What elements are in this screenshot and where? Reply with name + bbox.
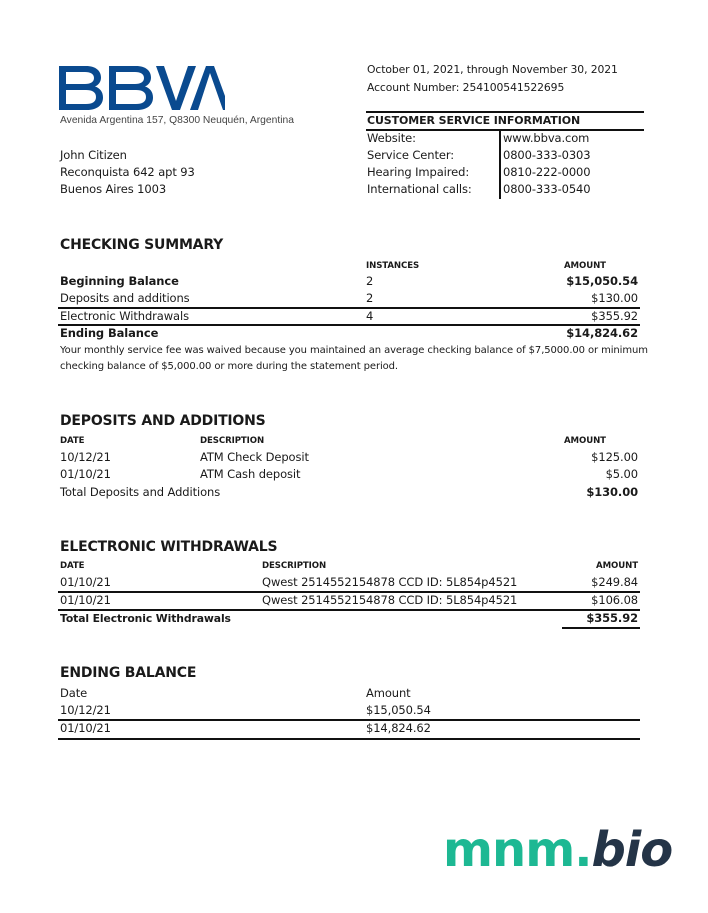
ending-balance-amount-header: Amount — [366, 686, 411, 700]
withdrawals-total-amount: $355.92 — [586, 611, 638, 625]
summary-amount: $14,824.62 — [566, 326, 638, 340]
summary-row-beginning-balance — [0, 273, 708, 290]
withdrawal-description: Qwest 2514552154878 CCD ID: 5L854p4521 — [262, 575, 518, 589]
cs-title: CUSTOMER SERVICE INFORMATION — [367, 114, 581, 127]
withdrawals-amount-header: AMOUNT — [596, 561, 638, 571]
ending-balance-rule-2 — [58, 738, 640, 740]
watermark-part1: mnm. — [443, 822, 592, 878]
summary-amount: $15,050.54 — [566, 274, 638, 288]
deposit-date: 10/12/21 — [60, 450, 111, 464]
ending-balance-date: 01/10/21 — [60, 721, 111, 735]
ending-balance-date-header: Date — [60, 686, 88, 700]
deposit-description: ATM Cash deposit — [200, 467, 301, 481]
withdrawals-total-label: Total Electronic Withdrawals — [60, 612, 231, 625]
ending-balance-date: 10/12/21 — [60, 703, 111, 717]
withdrawals-date-header: DATE — [60, 561, 85, 571]
withdrawal-amount: $106.08 — [591, 593, 638, 607]
summary-row-ending-balance — [0, 325, 708, 342]
cs-label-international: International calls: — [367, 182, 472, 196]
ending-balance-amount: $15,050.54 — [366, 703, 431, 717]
instances-header: INSTANCES — [366, 261, 420, 271]
checking-summary-title: CHECKING SUMMARY — [60, 237, 224, 253]
deposit-description: ATM Check Deposit — [200, 450, 309, 464]
summary-row-deposits — [0, 290, 708, 307]
summary-instances: 2 — [366, 274, 374, 288]
deposit-date: 01/10/21 — [60, 467, 111, 481]
bbva-logo — [59, 65, 225, 111]
ending-balance-row — [0, 720, 708, 737]
summary-instances: 4 — [366, 309, 374, 323]
statement-period: October 01, 2021, through November 30, 2021 — [367, 63, 618, 76]
summary-label: Deposits and additions — [60, 291, 190, 305]
summary-amount: $130.00 — [591, 291, 638, 305]
withdrawal-date: 01/10/21 — [60, 575, 111, 589]
deposits-date-header: DATE — [60, 436, 85, 446]
ending-balance-row — [0, 702, 708, 719]
cs-divider — [499, 131, 501, 199]
withdrawal-row — [0, 574, 708, 591]
withdrawals-title: ELECTRONIC WITHDRAWALS — [60, 539, 278, 555]
ending-balance-amount: $14,824.62 — [366, 721, 431, 735]
amount-header: AMOUNT — [564, 261, 606, 271]
cs-service-center-phone: 0800-333-0303 — [503, 148, 591, 162]
deposit-row — [0, 466, 708, 483]
withdrawals-total-underline — [562, 627, 640, 629]
cs-label-service-center: Service Center: — [367, 148, 455, 162]
summary-row-withdrawals — [0, 308, 708, 325]
account-number: Account Number: 254100541522695 — [367, 81, 565, 94]
summary-amount: $355.92 — [591, 309, 638, 323]
withdrawals-total-row — [0, 610, 708, 627]
summary-instances: 2 — [366, 291, 374, 305]
deposits-title: DEPOSITS AND ADDITIONS — [60, 413, 266, 429]
service-fee-note-line2: checking balance of $5,000.00 or more during the statement period. — [60, 361, 398, 372]
summary-label: Ending Balance — [60, 326, 159, 340]
service-fee-note-line1: Your monthly service fee was waived because you maintained an average checking balance of $7,5000.00 or minimum — [60, 345, 648, 356]
customer-name: John Citizen — [60, 148, 127, 162]
withdrawal-description: Qwest 2514552154878 CCD ID: 5L854p4521 — [262, 593, 518, 607]
cs-hearing-impaired-phone: 0810-222-0000 — [503, 165, 591, 179]
ending-balance-title: ENDING BALANCE — [60, 665, 197, 681]
deposits-total-label: Total Deposits and Additions — [60, 485, 221, 499]
deposits-total-amount: $130.00 — [586, 485, 638, 499]
summary-label: Beginning Balance — [60, 274, 179, 288]
deposit-amount: $125.00 — [591, 450, 638, 464]
withdrawal-date: 01/10/21 — [60, 593, 111, 607]
deposits-amount-header: AMOUNT — [564, 436, 606, 446]
cs-label-hearing-impaired: Hearing Impaired: — [367, 165, 470, 179]
cs-label-website: Website: — [367, 131, 416, 145]
watermark-part2: bio — [591, 822, 673, 878]
customer-address-line1: Reconquista 642 apt 93 — [60, 165, 195, 179]
bank-address: Avenida Argentina 157, Q8300 Neuquén, Argentina — [60, 115, 294, 126]
summary-label: Electronic Withdrawals — [60, 309, 189, 323]
withdrawals-description-header: DESCRIPTION — [262, 561, 327, 571]
deposit-amount: $5.00 — [605, 467, 638, 481]
customer-address-line2: Buenos Aires 1003 — [60, 182, 167, 196]
cs-website-link[interactable]: www.bbva.com — [503, 131, 590, 145]
deposits-total-row — [0, 484, 708, 501]
deposit-row — [0, 449, 708, 466]
withdrawal-row — [0, 592, 708, 609]
cs-international-phone: 0800-333-0540 — [503, 182, 591, 196]
withdrawal-amount: $249.84 — [591, 575, 638, 589]
watermark — [443, 822, 672, 878]
deposits-description-header: DESCRIPTION — [200, 436, 265, 446]
